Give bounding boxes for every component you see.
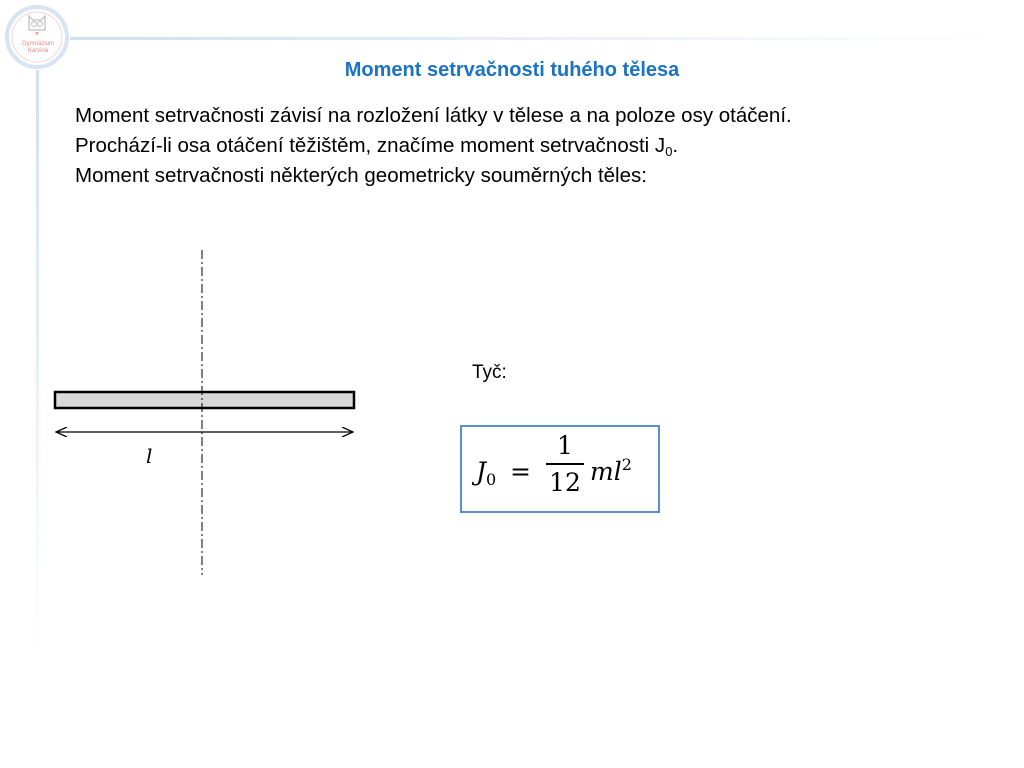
paragraph-3: Moment setrvačnosti některých geometricky souměrných těles: <box>75 164 647 187</box>
figure-caption: Tyč: <box>472 362 507 383</box>
length-label: l <box>146 444 153 468</box>
rod-body <box>55 392 354 408</box>
formula-lhs-symbol: J <box>476 457 487 486</box>
paragraph-2-end: . <box>672 134 679 157</box>
formula-box <box>460 425 660 513</box>
formula-denominator: 12 <box>549 468 581 497</box>
formula-fraction-bar <box>546 463 584 465</box>
formula-fraction <box>546 431 584 498</box>
formula-rhs-superscript: 2 <box>621 455 632 474</box>
formula-equals: = <box>510 457 531 486</box>
paragraph-1: Moment setrvačnosti závisí na rozložení látky v tělese a na poloze osy otáčení. <box>75 104 792 127</box>
formula-numerator: 1 <box>557 431 573 460</box>
logo-text-line2: Karviná <box>27 48 49 54</box>
formula-lhs-subscript: 0 <box>486 470 497 489</box>
paragraph-2-subscript: 0 <box>665 144 673 159</box>
formula-rhs <box>590 457 632 486</box>
formula-rhs-symbol: ml <box>590 457 622 486</box>
formula-lhs <box>476 457 497 489</box>
slide-title: Moment setrvačnosti tuhého tělesa <box>344 59 680 81</box>
logo-text-line1: Gymnázium <box>21 41 54 47</box>
paragraph-2-text: Prochází-li osa otáčení těžištěm, značíme moment setrvačnosti J <box>75 134 666 157</box>
